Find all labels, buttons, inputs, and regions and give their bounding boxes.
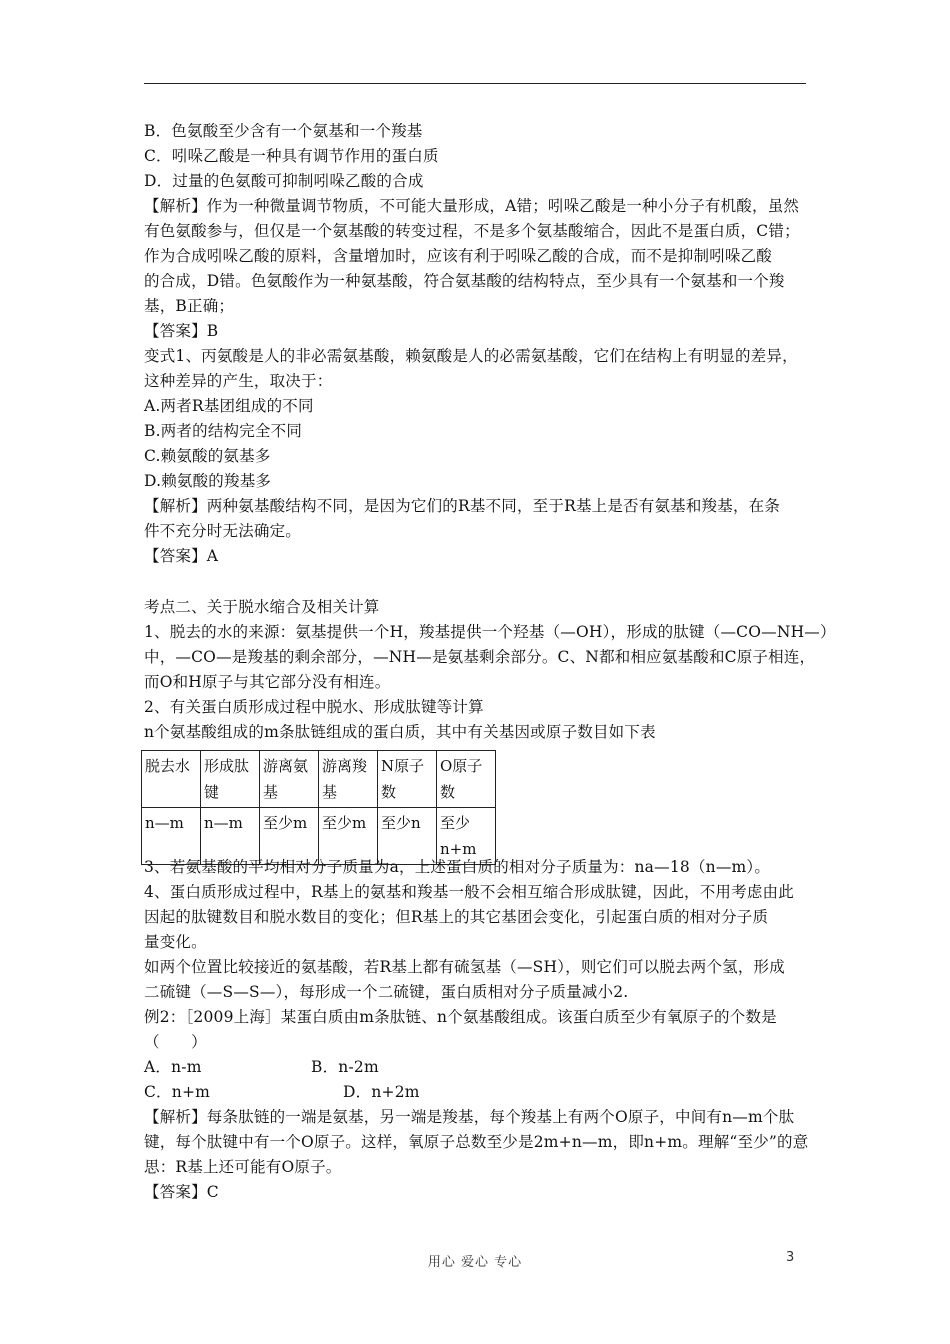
table-cell [201, 808, 260, 865]
example2-option-d: D．n+2m [343, 1083, 420, 1101]
answer-line-1: 【答案】B [144, 322, 219, 340]
table-header-row [142, 751, 496, 808]
example2-option-b: B．n-2m [311, 1058, 379, 1076]
cell-peptide-bonds: n—m [204, 814, 243, 832]
variant-option-d: D.赖氨酸的羧基多 [144, 472, 272, 490]
variant-analysis-line-1: 【解析】两种氨基酸结构不同，是因为它们的R基不同，至于R基上是否有氨基和羧基，在条 [144, 497, 781, 515]
table-header-cell [201, 751, 260, 808]
example2-analysis-line-1: 【解析】每条肽链的一端是氨基，另一端是羧基，每个羧基上有两个O原子，中间有n—m个肽 [144, 1108, 795, 1126]
example2-question-line-1: 例2：［2009上海］某蛋白质由m条肽链、n个氨基酸组成。该蛋白质至少有氧原子的个数是 [144, 1008, 777, 1026]
variant-option-c: C.赖氨酸的氨基多 [144, 447, 271, 465]
table-header-cell [437, 751, 496, 808]
option-d-line: D．过量的色氨酸可抑制吲哚乙酸的合成 [144, 172, 424, 190]
point1-line-1: 1、脱去的水的来源：氨基提供一个H，羧基提供一个羟基（—OH），形成的肽键（—CO—NH—） [144, 623, 836, 641]
example2-option-a: A．n-m [144, 1058, 202, 1076]
point3-line: 3、若氨基酸的平均相对分子质量为a，上述蛋白质的相对分子质量为：na—18（n—m）。 [144, 858, 771, 876]
header-o-atoms: O原子数 [440, 757, 483, 801]
example2-option-c: C．n+m [144, 1083, 211, 1101]
header-water-removed: 脱去水 [145, 757, 191, 775]
example2-analysis-line-3: 思：R基上还可能有O原子。 [144, 1158, 342, 1176]
variant-analysis-line-2: 件不充分时无法确定。 [144, 522, 302, 540]
header-n-atoms: N原子数 [381, 757, 425, 801]
cell-free-amino: 至少m [263, 814, 308, 832]
section-heading: 考点二、关于脱水缩合及相关计算 [144, 598, 380, 616]
cell-n-atoms: 至少n [381, 814, 421, 832]
point4-line-2: 因起的肽键数目和脱水数目的变化；但R基上的其它基团会变化，引起蛋白质的相对分子质 [144, 908, 769, 926]
variant-question-line-2: 这种差异的产生，取决于： [144, 372, 333, 390]
table-cell [378, 808, 437, 865]
cell-o-atoms: 至少n+m [440, 814, 477, 858]
table-header-cell [378, 751, 437, 808]
option-c-line: C．吲哚乙酸是一种具有调节作用的蛋白质 [144, 147, 439, 165]
example2-analysis-line-2: 键，每个肽键中有一个O原子。这样，氧原子总数至少是2m+n—m，即n+m。理解“至少”的意 [144, 1133, 809, 1151]
answer-line-2: 【答案】A [144, 547, 219, 565]
variant-question-line-1: 变式1、丙氨酸是人的非必需氨基酸，赖氨酸是人的必需氨基酸，它们在结构上有明显的差异， [144, 347, 798, 365]
point1-line-2: 中，—CO—是羧基的剩余部分，—NH—是氨基剩余部分。C、N都和相应氨基酸和C原子相连， [144, 648, 816, 666]
table-row [142, 808, 496, 865]
header-peptide-bonds: 形成肽键 [204, 757, 250, 801]
header-free-carboxyl: 游离羧基 [322, 757, 368, 801]
table-cell [142, 808, 201, 865]
disulfide-line-2: 二硫键（—S—S—），每形成一个二硫键，蛋白质相对分子质量减小2. [144, 983, 629, 1001]
analysis-line-1: 【解析】作为一种微量调节物质，不可能大量形成，A错；吲哚乙酸是一种小分子有机酸，虽然 [144, 197, 800, 215]
example2-question-line-2: （ ） [144, 1033, 207, 1051]
cell-free-carboxyl: 至少m [322, 814, 367, 832]
point2-line: 2、有关蛋白质形成过程中脱水、形成肽键等计算 [144, 698, 484, 716]
page-footer: 用心 爱心 专心 [427, 1255, 523, 1270]
answer-line-3: 【答案】C [144, 1183, 219, 1201]
disulfide-line-1: 如两个位置比较接近的氨基酸，若R基上都有硫氢基（—SH），则它们可以脱去两个氢，形成 [144, 958, 785, 976]
analysis-line-4: 的合成，D错。色氨酸作为一种氨基酸，符合氨基酸的结构特点，至少具有一个氨基和一个羧 [144, 272, 785, 290]
cell-water-removed: n—m [145, 814, 184, 832]
analysis-line-2: 有色氨酸参与，但仅是一个氨基酸的转变过程，不是多个氨基酸缩合，因此不是蛋白质，C错； [144, 222, 800, 240]
table-cell [319, 808, 378, 865]
header-free-amino: 游离氨基 [263, 757, 309, 801]
option-b-line: B．色氨酸至少含有一个氨基和一个羧基 [144, 122, 423, 140]
table-cell [260, 808, 319, 865]
analysis-line-3: 作为合成吲哚乙酸的原料，含量增加时，应该有利于吲哚乙酸的合成，而不是抑制吲哚乙酸 [144, 247, 773, 265]
table-header-cell [319, 751, 378, 808]
table-header-cell [142, 751, 201, 808]
variant-option-b: B.两者的结构完全不同 [144, 422, 303, 440]
table-cell [437, 808, 496, 865]
calculation-table [141, 750, 496, 865]
page-number: 3 [786, 1250, 795, 1265]
header-rule [144, 83, 806, 84]
analysis-line-5: 基，B正确； [144, 297, 235, 315]
point1-line-3: 而O和H原子与其它部分没有相连。 [144, 673, 391, 691]
table-intro-line: n个氨基酸组成的m条肽链组成的蛋白质，其中有关基因或原子数目如下表 [144, 723, 656, 741]
variant-option-a: A.两者R基团组成的不同 [144, 397, 314, 415]
point4-line-3: 量变化。 [144, 933, 207, 951]
point4-line-1: 4、蛋白质形成过程中，R基上的氨基和羧基一般不会相互缩合形成肽键，因此，不用考虑由此 [144, 883, 794, 901]
table-header-cell [260, 751, 319, 808]
